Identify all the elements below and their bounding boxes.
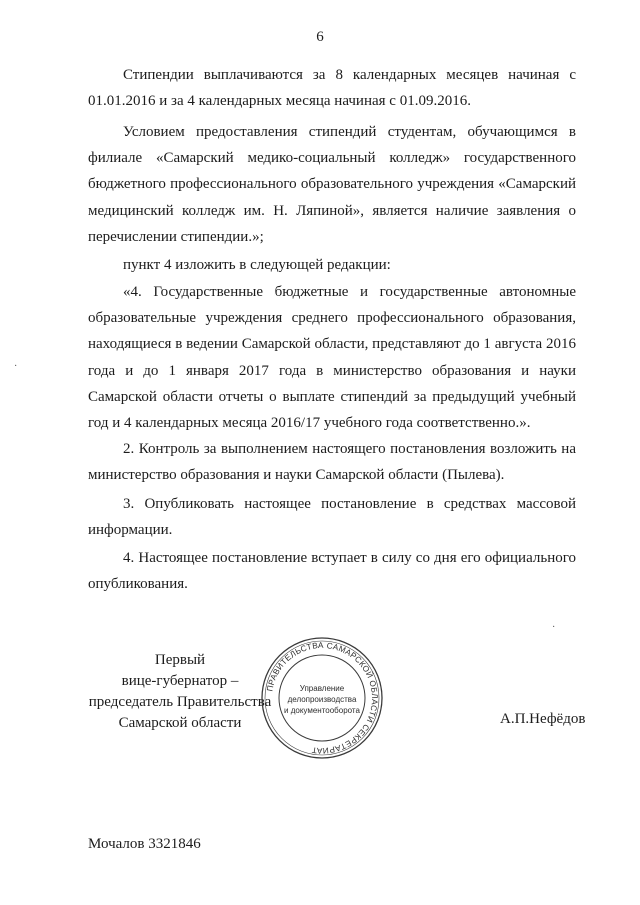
signatory-name: А.П.Нефёдов [500,711,586,727]
margin-speck: · [552,622,556,633]
position-line: Самарской области [118,715,242,731]
seal-inner-line: Управление [299,684,345,693]
seal-inner-line: делопроизводства [287,695,357,704]
seal-outer-text: ПРАВИТЕЛЬСТВА САМАРСКОЙ ОБЛАСТИ СЕКРЕТАРИАТ [265,640,380,756]
paragraph-scholarship-condition: Условием предоставления стипендий студентам, обучающимся в филиале «Самарский медико-социальный колледж» государственного бюджетного профессионального образовательного учреждения «Самарский медицинский колледж им. Н. Ляпиной», является наличие заявления о перечислении стипендии.»; [88,124,576,245]
paragraph-effective-date: 4. Настоящее постановление вступает в силу со дня его официального опубликования. [88,550,576,593]
executor-contact: Мочалов 3321846 [88,836,201,852]
position-line: Первый [154,652,206,668]
position-line: председатель Правительства [88,694,272,710]
seal-inner-line: и документооборота [284,706,360,715]
paragraph-amendment-intro: пункт 4 изложить в следующей редакции: [123,257,391,273]
official-seal [260,636,384,760]
page-number: 6 [316,29,324,45]
paragraph-control: 2. Контроль за выполнением настоящего постановления возложить на министерство образования и науки Самарской области (Пылева). [88,441,576,484]
position-line: вице-губернатор – [121,673,239,689]
paragraph-publication: 3. Опубликовать настоящее постановление в средствах массовой информации. [88,496,576,539]
paragraph-scholarship-period: Стипендии выплачиваются за 8 календарных месяцев начиная с 01.01.2016 и за 4 календарных месяца начиная с 01.09.2016. [88,67,576,110]
paragraph-point-4: «4. Государственные бюджетные и государственные автономные образовательные учреждения среднего профессионального образования, находящиеся в ведении Самарской области, представляют до 1 августа 2016 года и до 1 января 2017 года в министерство образования и науки Самарской области отчеты о выплате стипендий за предыдущий учебный год и 4 календарных месяца 2016/17 учебного года соответственно.». [88,284,576,432]
margin-speck: · [14,361,18,372]
